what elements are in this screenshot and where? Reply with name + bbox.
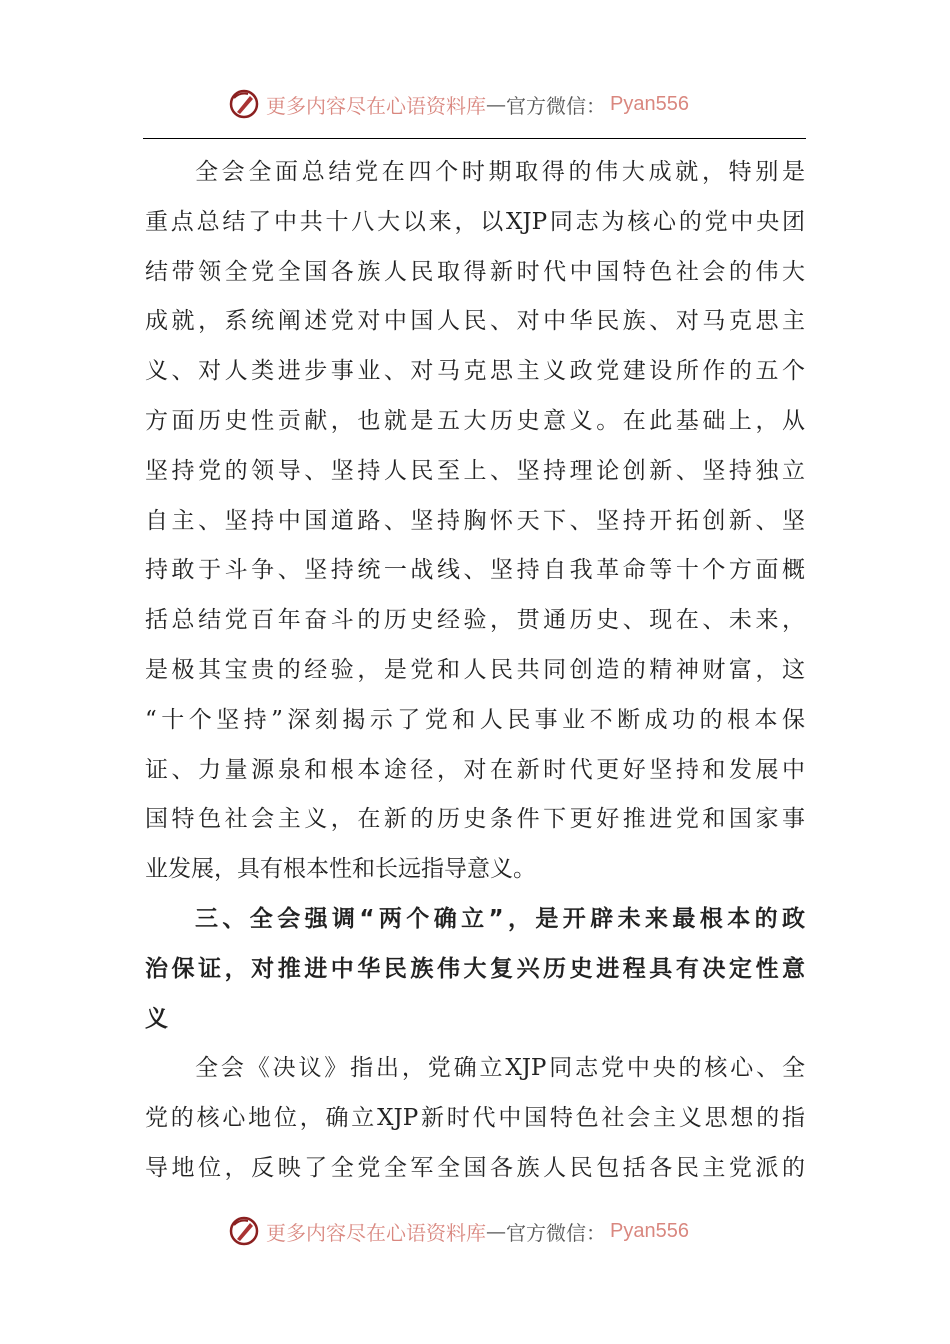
wechat-id: Pyan556 — [610, 1219, 689, 1242]
header-watermark — [228, 86, 718, 122]
text-line: 党的核心地位，确立XJP新时代中国特色社会主义思想的指 — [145, 1105, 805, 1132]
brand-text: 更多内容尽在心语资料库 — [266, 93, 486, 118]
heading-line: 治保证，对推进中华民族伟大复兴历史进程具有决定性意 — [145, 955, 805, 982]
text-line: 是极其宝贵的经验，是党和人民共同创造的精神财富，这 — [145, 656, 805, 683]
paragraph — [145, 1044, 805, 1193]
text-line: 重点总结了中共十八大以来，以XJP同志为核心的党中央团 — [145, 208, 805, 235]
wechat-label: 官方微信： — [506, 1220, 606, 1245]
text-line: 证、力量源泉和根本途径，对在新时代更好坚持和发展中 — [145, 756, 805, 783]
text-line: 坚持党的领导、坚持人民至上、坚持理论创新、坚持独立 — [145, 457, 805, 484]
text-line: 义、对人类进步事业、对马克思主义政党建设所作的五个 — [145, 358, 805, 385]
text-line: 方面历史性贡献，也就是五大历史意义。在此基础上，从 — [145, 407, 805, 434]
header-rule — [143, 138, 806, 139]
document-body — [145, 148, 805, 1194]
text-line: 导地位，反映了全党全军全国各族人民包括各民主党派的 — [145, 1154, 805, 1181]
paragraph — [145, 148, 805, 895]
text-line: “十个坚持”深刻揭示了党和人民事业不断成功的根本保 — [145, 706, 805, 733]
heading-line: 三、全会强调“两个确立”，是开辟未来最根本的政 — [195, 905, 805, 932]
text-line: 成就，系统阐述党对中国人民、对中华民族、对马克思主 — [145, 308, 805, 335]
section-heading — [145, 895, 805, 1044]
dash: — — [486, 1219, 506, 1243]
pen-logo-icon — [228, 88, 260, 120]
pen-logo-icon — [228, 1215, 260, 1247]
text-line: 全会《决议》指出，党确立XJP同志党中央的核心、全 — [195, 1055, 805, 1082]
text-line: 全会全面总结党在四个时期取得的伟大成就，特别是 — [195, 159, 805, 185]
brand-text: 更多内容尽在心语资料库 — [266, 1220, 486, 1245]
text-line: 结带领全党全国各族人民取得新时代中国特色社会的伟大 — [145, 258, 805, 285]
text-line: 国特色社会主义，在新的历史条件下更好推进党和国家事 — [145, 806, 805, 833]
text-line: 持敢于斗争、坚持统一战线、坚持自我革命等十个方面概 — [145, 557, 805, 584]
wechat-id: Pyan556 — [610, 92, 689, 115]
heading-line: 义 — [145, 1005, 168, 1032]
footer-watermark — [228, 1213, 718, 1249]
dash: — — [486, 92, 506, 116]
text-line: 业发展，具有根本性和长远指导意义。 — [145, 856, 536, 883]
wechat-label: 官方微信： — [506, 93, 606, 118]
text-line: 自主、坚持中国道路、坚持胸怀天下、坚持开拓创新、坚 — [145, 507, 805, 534]
text-line: 括总结党百年奋斗的历史经验，贯通历史、现在、未来， — [145, 607, 805, 634]
